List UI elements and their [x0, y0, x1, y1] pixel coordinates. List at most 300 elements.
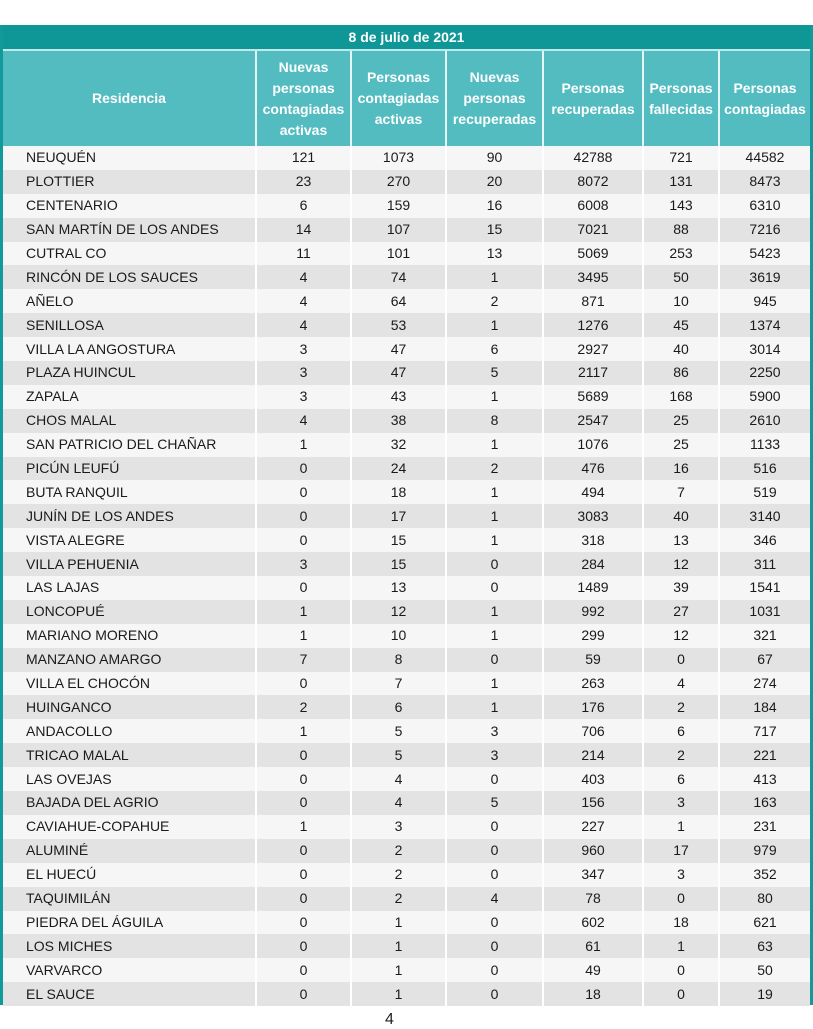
- cell-residencia: LAS LAJAS: [3, 576, 256, 600]
- cell-contagiadas-activas: 74: [351, 265, 446, 289]
- cell-contagiadas-activas: 5: [351, 719, 446, 743]
- cell-fallecidas: 18: [643, 911, 719, 935]
- cell-contagiadas: 6310: [719, 194, 810, 218]
- cell-residencia: VILLA LA ANGOSTURA: [3, 337, 256, 361]
- cell-residencia: CAVIAHUE-COPAHUE: [3, 815, 256, 839]
- cell-recuperadas: 494: [543, 480, 643, 504]
- cell-recuperadas: 8072: [543, 170, 643, 194]
- cell-nuevas-recuperadas: 13: [446, 242, 543, 266]
- table-row: [3, 146, 810, 170]
- cell-fallecidas: 40: [643, 337, 719, 361]
- table-row: [3, 743, 810, 767]
- table-body: [3, 146, 810, 1006]
- cell-contagiadas-activas: 6: [351, 695, 446, 719]
- cell-nuevas-recuperadas: 5: [446, 791, 543, 815]
- cell-contagiadas: 184: [719, 695, 810, 719]
- cell-fallecidas: 2: [643, 695, 719, 719]
- cell-contagiadas: 346: [719, 528, 810, 552]
- cell-contagiadas-activas: 24: [351, 457, 446, 481]
- cell-recuperadas: 284: [543, 552, 643, 576]
- cell-contagiadas: 1031: [719, 600, 810, 624]
- cell-nuevas-recuperadas: 6: [446, 337, 543, 361]
- cell-nuevas-recuperadas: 1: [446, 528, 543, 552]
- table-row: [3, 600, 810, 624]
- table-row: [3, 958, 810, 982]
- table-row: [3, 552, 810, 576]
- cell-contagiadas-activas: 18: [351, 480, 446, 504]
- table-row: [3, 911, 810, 935]
- table-row: [3, 289, 810, 313]
- cell-contagiadas-activas: 5: [351, 743, 446, 767]
- cell-recuperadas: 176: [543, 695, 643, 719]
- cell-nuevas-recuperadas: 1: [446, 385, 543, 409]
- cell-fallecidas: 6: [643, 719, 719, 743]
- cell-residencia: SENILLOSA: [3, 313, 256, 337]
- cell-residencia: RINCÓN DE LOS SAUCES: [3, 265, 256, 289]
- cell-contagiadas: 1374: [719, 313, 810, 337]
- cell-fallecidas: 12: [643, 552, 719, 576]
- cell-nuevas-contagiadas-activas: 0: [256, 839, 351, 863]
- cell-nuevas-recuperadas: 1: [446, 480, 543, 504]
- table-row: [3, 624, 810, 648]
- cell-fallecidas: 50: [643, 265, 719, 289]
- cell-contagiadas: 67: [719, 648, 810, 672]
- cell-fallecidas: 1: [643, 815, 719, 839]
- cell-recuperadas: 476: [543, 457, 643, 481]
- cell-contagiadas-activas: 101: [351, 242, 446, 266]
- cell-nuevas-contagiadas-activas: 121: [256, 146, 351, 170]
- table-row: [3, 194, 810, 218]
- cell-contagiadas: 1541: [719, 576, 810, 600]
- table-row: [3, 719, 810, 743]
- cell-contagiadas: 63: [719, 934, 810, 958]
- cell-nuevas-contagiadas-activas: 0: [256, 672, 351, 696]
- cell-recuperadas: 403: [543, 767, 643, 791]
- cell-fallecidas: 131: [643, 170, 719, 194]
- cell-nuevas-recuperadas: 8: [446, 409, 543, 433]
- cell-recuperadas: 2547: [543, 409, 643, 433]
- cell-nuevas-contagiadas-activas: 3: [256, 552, 351, 576]
- cell-recuperadas: 263: [543, 672, 643, 696]
- cell-contagiadas: 221: [719, 743, 810, 767]
- cell-nuevas-recuperadas: 4: [446, 887, 543, 911]
- cell-recuperadas: 3495: [543, 265, 643, 289]
- cell-contagiadas-activas: 17: [351, 504, 446, 528]
- cell-fallecidas: 253: [643, 242, 719, 266]
- cell-residencia: CENTENARIO: [3, 194, 256, 218]
- cell-contagiadas-activas: 1: [351, 982, 446, 1006]
- cell-recuperadas: 299: [543, 624, 643, 648]
- cell-fallecidas: 45: [643, 313, 719, 337]
- cell-contagiadas: 44582: [719, 146, 810, 170]
- cell-nuevas-contagiadas-activas: 4: [256, 409, 351, 433]
- table-row: [3, 839, 810, 863]
- cell-nuevas-recuperadas: 1: [446, 672, 543, 696]
- header-nuevas-recuperadas: Nuevas personas recuperadas: [446, 50, 543, 146]
- cell-contagiadas-activas: 4: [351, 791, 446, 815]
- table-row: [3, 528, 810, 552]
- cell-fallecidas: 143: [643, 194, 719, 218]
- cell-nuevas-contagiadas-activas: 0: [256, 887, 351, 911]
- cell-nuevas-contagiadas-activas: 23: [256, 170, 351, 194]
- table-row: [3, 170, 810, 194]
- cell-nuevas-contagiadas-activas: 1: [256, 433, 351, 457]
- cell-nuevas-contagiadas-activas: 4: [256, 265, 351, 289]
- cell-contagiadas-activas: 43: [351, 385, 446, 409]
- cell-recuperadas: 602: [543, 911, 643, 935]
- cell-contagiadas-activas: 12: [351, 600, 446, 624]
- cell-nuevas-recuperadas: 0: [446, 982, 543, 1006]
- cell-fallecidas: 17: [643, 839, 719, 863]
- cell-contagiadas: 5423: [719, 242, 810, 266]
- cell-fallecidas: 4: [643, 672, 719, 696]
- cell-residencia: MARIANO MORENO: [3, 624, 256, 648]
- cell-nuevas-contagiadas-activas: 2: [256, 695, 351, 719]
- cell-contagiadas-activas: 32: [351, 433, 446, 457]
- cell-fallecidas: 12: [643, 624, 719, 648]
- cell-fallecidas: 13: [643, 528, 719, 552]
- cell-recuperadas: 2117: [543, 361, 643, 385]
- cell-nuevas-contagiadas-activas: 0: [256, 504, 351, 528]
- table-row: [3, 409, 810, 433]
- table-row: [3, 265, 810, 289]
- cell-contagiadas-activas: 1: [351, 958, 446, 982]
- cell-recuperadas: 59: [543, 648, 643, 672]
- cell-contagiadas-activas: 1: [351, 934, 446, 958]
- cell-nuevas-recuperadas: 1: [446, 433, 543, 457]
- cell-recuperadas: 214: [543, 743, 643, 767]
- table-row: [3, 887, 810, 911]
- cell-contagiadas-activas: 2: [351, 839, 446, 863]
- cell-residencia: BUTA RANQUIL: [3, 480, 256, 504]
- header-contagiadas-activas: Personas contagiadas activas: [351, 50, 446, 146]
- cell-contagiadas: 519: [719, 480, 810, 504]
- covid-cases-table: [3, 49, 810, 1006]
- cell-recuperadas: 1489: [543, 576, 643, 600]
- cell-nuevas-recuperadas: 1: [446, 695, 543, 719]
- header-fallecidas: Personas fallecidas: [643, 50, 719, 146]
- cell-contagiadas-activas: 8: [351, 648, 446, 672]
- cell-contagiadas: 50: [719, 958, 810, 982]
- cell-residencia: MANZANO AMARGO: [3, 648, 256, 672]
- cell-nuevas-contagiadas-activas: 0: [256, 767, 351, 791]
- cell-contagiadas-activas: 4: [351, 767, 446, 791]
- cell-fallecidas: 168: [643, 385, 719, 409]
- cell-contagiadas: 2250: [719, 361, 810, 385]
- table-row: [3, 767, 810, 791]
- cell-recuperadas: 960: [543, 839, 643, 863]
- cell-contagiadas-activas: 15: [351, 552, 446, 576]
- cell-recuperadas: 871: [543, 289, 643, 313]
- table-row: [3, 695, 810, 719]
- cell-nuevas-recuperadas: 0: [446, 911, 543, 935]
- cell-nuevas-contagiadas-activas: 14: [256, 218, 351, 242]
- cell-contagiadas: 231: [719, 815, 810, 839]
- cell-contagiadas: 5900: [719, 385, 810, 409]
- cell-residencia: VILLA PEHUENIA: [3, 552, 256, 576]
- cell-recuperadas: 227: [543, 815, 643, 839]
- cell-fallecidas: 25: [643, 433, 719, 457]
- cell-recuperadas: 1076: [543, 433, 643, 457]
- table-row: [3, 504, 810, 528]
- table-row: [3, 815, 810, 839]
- cell-nuevas-contagiadas-activas: 0: [256, 982, 351, 1006]
- cell-contagiadas: 2610: [719, 409, 810, 433]
- table-row: [3, 361, 810, 385]
- cell-recuperadas: 347: [543, 863, 643, 887]
- cell-nuevas-contagiadas-activas: 1: [256, 815, 351, 839]
- table-row: [3, 337, 810, 361]
- cell-nuevas-contagiadas-activas: 0: [256, 457, 351, 481]
- cell-fallecidas: 25: [643, 409, 719, 433]
- cell-fallecidas: 0: [643, 958, 719, 982]
- table-row: [3, 863, 810, 887]
- cell-nuevas-recuperadas: 1: [446, 313, 543, 337]
- cell-contagiadas: 1133: [719, 433, 810, 457]
- cell-residencia: SAN PATRICIO DEL CHAÑAR: [3, 433, 256, 457]
- cell-contagiadas: 311: [719, 552, 810, 576]
- table-title: 8 de julio de 2021: [3, 25, 810, 49]
- cell-residencia: PIEDRA DEL ÁGUILA: [3, 911, 256, 935]
- cell-residencia: TAQUIMILÁN: [3, 887, 256, 911]
- cell-nuevas-contagiadas-activas: 0: [256, 934, 351, 958]
- cell-contagiadas-activas: 159: [351, 194, 446, 218]
- report-sheet: [0, 25, 813, 1005]
- cell-fallecidas: 0: [643, 982, 719, 1006]
- cell-residencia: LONCOPUÉ: [3, 600, 256, 624]
- cell-contagiadas-activas: 13: [351, 576, 446, 600]
- cell-nuevas-contagiadas-activas: 6: [256, 194, 351, 218]
- cell-nuevas-contagiadas-activas: 3: [256, 361, 351, 385]
- cell-residencia: SAN MARTÍN DE LOS ANDES: [3, 218, 256, 242]
- cell-recuperadas: 5069: [543, 242, 643, 266]
- cell-residencia: HUINGANCO: [3, 695, 256, 719]
- cell-fallecidas: 40: [643, 504, 719, 528]
- cell-nuevas-contagiadas-activas: 4: [256, 289, 351, 313]
- cell-contagiadas: 352: [719, 863, 810, 887]
- cell-nuevas-recuperadas: 0: [446, 934, 543, 958]
- cell-residencia: NEUQUÉN: [3, 146, 256, 170]
- cell-residencia: CHOS MALAL: [3, 409, 256, 433]
- cell-nuevas-contagiadas-activas: 0: [256, 743, 351, 767]
- cell-residencia: CUTRAL CO: [3, 242, 256, 266]
- cell-nuevas-recuperadas: 0: [446, 815, 543, 839]
- cell-recuperadas: 5689: [543, 385, 643, 409]
- cell-nuevas-recuperadas: 0: [446, 552, 543, 576]
- cell-contagiadas: 717: [719, 719, 810, 743]
- cell-recuperadas: 706: [543, 719, 643, 743]
- cell-nuevas-recuperadas: 0: [446, 767, 543, 791]
- cell-residencia: PICÚN LEUFÚ: [3, 457, 256, 481]
- cell-nuevas-recuperadas: 20: [446, 170, 543, 194]
- cell-nuevas-contagiadas-activas: 11: [256, 242, 351, 266]
- cell-fallecidas: 6: [643, 767, 719, 791]
- cell-residencia: VILLA EL CHOCÓN: [3, 672, 256, 696]
- cell-residencia: ZAPALA: [3, 385, 256, 409]
- header-recuperadas: Personas recuperadas: [543, 50, 643, 146]
- cell-nuevas-recuperadas: 16: [446, 194, 543, 218]
- table-row: [3, 218, 810, 242]
- cell-contagiadas-activas: 2: [351, 863, 446, 887]
- cell-contagiadas-activas: 38: [351, 409, 446, 433]
- table-row: [3, 385, 810, 409]
- table-row: [3, 457, 810, 481]
- cell-residencia: EL HUECÚ: [3, 863, 256, 887]
- table-row: [3, 480, 810, 504]
- cell-recuperadas: 42788: [543, 146, 643, 170]
- cell-fallecidas: 721: [643, 146, 719, 170]
- cell-contagiadas: 8473: [719, 170, 810, 194]
- cell-contagiadas-activas: 10: [351, 624, 446, 648]
- cell-nuevas-contagiadas-activas: 0: [256, 958, 351, 982]
- cell-contagiadas-activas: 270: [351, 170, 446, 194]
- cell-residencia: LAS OVEJAS: [3, 767, 256, 791]
- cell-recuperadas: 6008: [543, 194, 643, 218]
- cell-fallecidas: 7: [643, 480, 719, 504]
- cell-contagiadas: 3140: [719, 504, 810, 528]
- cell-contagiadas: 413: [719, 767, 810, 791]
- cell-nuevas-recuperadas: 0: [446, 863, 543, 887]
- cell-nuevas-contagiadas-activas: 1: [256, 719, 351, 743]
- cell-nuevas-recuperadas: 0: [446, 958, 543, 982]
- cell-contagiadas-activas: 107: [351, 218, 446, 242]
- cell-nuevas-contagiadas-activas: 0: [256, 863, 351, 887]
- cell-fallecidas: 0: [643, 648, 719, 672]
- cell-contagiadas: 621: [719, 911, 810, 935]
- table-row: [3, 242, 810, 266]
- cell-fallecidas: 27: [643, 600, 719, 624]
- cell-nuevas-contagiadas-activas: 0: [256, 911, 351, 935]
- cell-contagiadas: 979: [719, 839, 810, 863]
- cell-nuevas-contagiadas-activas: 7: [256, 648, 351, 672]
- cell-nuevas-recuperadas: 1: [446, 265, 543, 289]
- cell-nuevas-contagiadas-activas: 3: [256, 385, 351, 409]
- cell-contagiadas-activas: 47: [351, 337, 446, 361]
- cell-nuevas-recuperadas: 1: [446, 504, 543, 528]
- cell-nuevas-contagiadas-activas: 1: [256, 624, 351, 648]
- cell-recuperadas: 992: [543, 600, 643, 624]
- cell-recuperadas: 318: [543, 528, 643, 552]
- cell-recuperadas: 78: [543, 887, 643, 911]
- cell-residencia: EL SAUCE: [3, 982, 256, 1006]
- cell-fallecidas: 10: [643, 289, 719, 313]
- cell-recuperadas: 49: [543, 958, 643, 982]
- cell-residencia: VARVARCO: [3, 958, 256, 982]
- table-row: [3, 791, 810, 815]
- cell-recuperadas: 156: [543, 791, 643, 815]
- cell-fallecidas: 3: [643, 863, 719, 887]
- cell-contagiadas-activas: 15: [351, 528, 446, 552]
- cell-contagiadas: 7216: [719, 218, 810, 242]
- cell-nuevas-recuperadas: 2: [446, 457, 543, 481]
- cell-contagiadas-activas: 1: [351, 911, 446, 935]
- table-row: [3, 934, 810, 958]
- cell-nuevas-recuperadas: 0: [446, 839, 543, 863]
- cell-contagiadas: 516: [719, 457, 810, 481]
- header-contagiadas: Personas contagiadas: [719, 50, 810, 146]
- cell-nuevas-contagiadas-activas: 1: [256, 600, 351, 624]
- cell-contagiadas: 19: [719, 982, 810, 1006]
- cell-nuevas-recuperadas: 15: [446, 218, 543, 242]
- cell-nuevas-recuperadas: 2: [446, 289, 543, 313]
- cell-residencia: ALUMINÉ: [3, 839, 256, 863]
- cell-contagiadas: 163: [719, 791, 810, 815]
- table-row: [3, 313, 810, 337]
- cell-fallecidas: 1: [643, 934, 719, 958]
- cell-recuperadas: 3083: [543, 504, 643, 528]
- cell-contagiadas-activas: 53: [351, 313, 446, 337]
- cell-recuperadas: 18: [543, 982, 643, 1006]
- cell-nuevas-recuperadas: 1: [446, 624, 543, 648]
- cell-nuevas-recuperadas: 0: [446, 576, 543, 600]
- cell-nuevas-recuperadas: 0: [446, 648, 543, 672]
- header-nuevas-contagiadas-activas: Nuevas personas contagiadas activas: [256, 50, 351, 146]
- cell-residencia: BAJADA DEL AGRIO: [3, 791, 256, 815]
- cell-contagiadas: 3619: [719, 265, 810, 289]
- cell-residencia: JUNÍN DE LOS ANDES: [3, 504, 256, 528]
- cell-nuevas-recuperadas: 90: [446, 146, 543, 170]
- cell-contagiadas-activas: 2: [351, 887, 446, 911]
- cell-residencia: PLAZA HUINCUL: [3, 361, 256, 385]
- cell-fallecidas: 0: [643, 887, 719, 911]
- cell-residencia: ANDACOLLO: [3, 719, 256, 743]
- cell-recuperadas: 7021: [543, 218, 643, 242]
- cell-contagiadas: 80: [719, 887, 810, 911]
- cell-contagiadas-activas: 64: [351, 289, 446, 313]
- cell-nuevas-contagiadas-activas: 0: [256, 480, 351, 504]
- cell-nuevas-contagiadas-activas: 0: [256, 791, 351, 815]
- table-row: [3, 433, 810, 457]
- cell-nuevas-recuperadas: 1: [446, 600, 543, 624]
- cell-contagiadas-activas: 7: [351, 672, 446, 696]
- page-number: 4: [385, 1011, 394, 1028]
- cell-fallecidas: 3: [643, 791, 719, 815]
- header-residencia: Residencia: [3, 50, 256, 146]
- cell-contagiadas: 274: [719, 672, 810, 696]
- cell-contagiadas: 3014: [719, 337, 810, 361]
- header-row: [3, 50, 810, 146]
- cell-fallecidas: 86: [643, 361, 719, 385]
- cell-residencia: TRICAO MALAL: [3, 743, 256, 767]
- table-row: [3, 576, 810, 600]
- cell-recuperadas: 61: [543, 934, 643, 958]
- cell-contagiadas: 945: [719, 289, 810, 313]
- cell-nuevas-contagiadas-activas: 0: [256, 576, 351, 600]
- cell-nuevas-recuperadas: 3: [446, 719, 543, 743]
- cell-residencia: AÑELO: [3, 289, 256, 313]
- cell-nuevas-recuperadas: 3: [446, 743, 543, 767]
- cell-contagiadas-activas: 1073: [351, 146, 446, 170]
- cell-contagiadas: 321: [719, 624, 810, 648]
- cell-nuevas-contagiadas-activas: 0: [256, 528, 351, 552]
- cell-residencia: PLOTTIER: [3, 170, 256, 194]
- cell-recuperadas: 2927: [543, 337, 643, 361]
- cell-residencia: LOS MICHES: [3, 934, 256, 958]
- cell-nuevas-contagiadas-activas: 4: [256, 313, 351, 337]
- cell-nuevas-recuperadas: 5: [446, 361, 543, 385]
- cell-fallecidas: 2: [643, 743, 719, 767]
- table-row: [3, 648, 810, 672]
- cell-contagiadas-activas: 47: [351, 361, 446, 385]
- cell-residencia: VISTA ALEGRE: [3, 528, 256, 552]
- table-row: [3, 982, 810, 1006]
- cell-fallecidas: 39: [643, 576, 719, 600]
- table-row: [3, 672, 810, 696]
- cell-fallecidas: 88: [643, 218, 719, 242]
- cell-recuperadas: 1276: [543, 313, 643, 337]
- cell-fallecidas: 16: [643, 457, 719, 481]
- cell-nuevas-contagiadas-activas: 3: [256, 337, 351, 361]
